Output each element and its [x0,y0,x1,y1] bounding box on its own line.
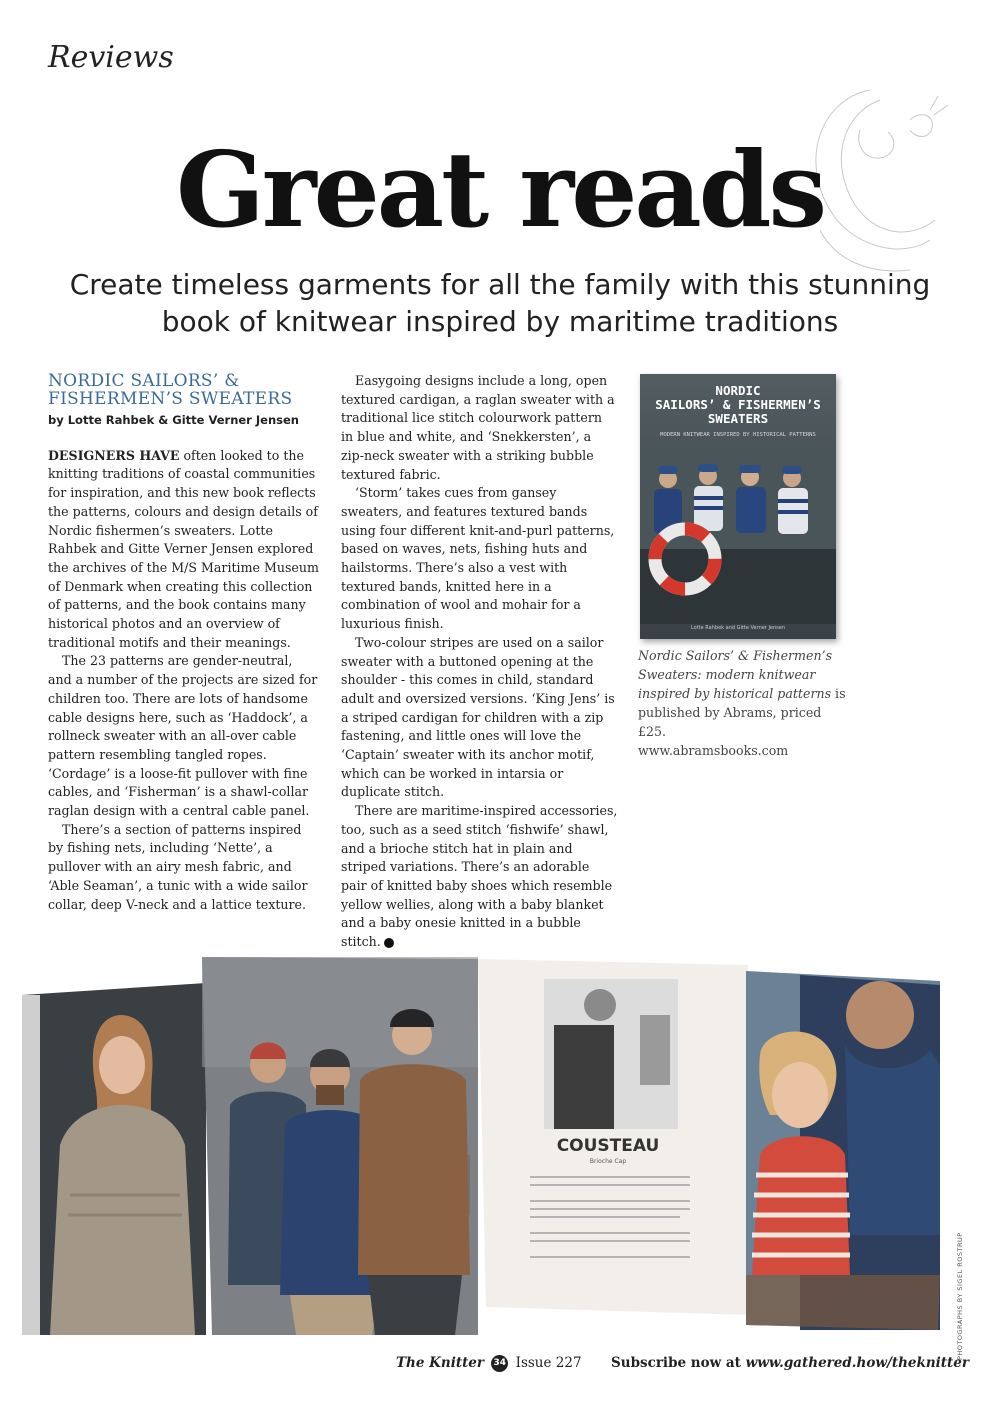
book-title-line2: FISHERMEN’S SWEATERS [48,389,293,409]
paragraph-7 [341,802,618,952]
magazine-name: The Knitter [396,1355,485,1371]
fishermen-photo [202,957,478,1335]
paragraph-6: Two-colour stripes are used on a sailor sweater with a buttoned opening at the shoulder - this comes in child, standard adult and oversized versions. ‘King Jens’ is a striped cardigan for children with a zip fastening, and little ones will love the ‘Captain’ sweater with its anchor motif, which can be worked in intarsia or duplicate stitch. [341,634,615,800]
cover-subtitle: MODERN KNITWEAR INSPIRED BY HISTORICAL PATTERNS [660,432,816,438]
subscribe-link[interactable]: www.gathered.how/theknitter [745,1355,969,1371]
footer-magazine-info [396,1355,582,1372]
book-title-line1: NORDIC SAILORS’ & [48,371,240,391]
paragraph-3: There’s a section of patterns inspired by fishing nets, including ‘Nette’, a pullover with an airy mesh fabric, and ‘Able Seaman’, a tunic with a wide sailor collar, deep V-neck and a lattice texture. [48,821,308,912]
cover-title [640,384,836,426]
caption-published: is published by Abrams, priced £25. [638,686,846,739]
paragraph-2: The 23 patterns are gender-neutral, and a number of the projects are sized for children too. There are lots of handsome cable designs here, such as ‘Haddock’, a rollneck sweater with an all-over cable pattern resembling tangled ropes. ‘Cordage’ is a loose-fit pullover with fine cables, and ‘Fisherman’ is a shawl-collar raglan design with a central cable panel. [48,653,318,819]
book-spread-photo [0,955,1000,1335]
section-label: Reviews [48,40,174,75]
headline: Great reads [175,128,825,251]
cover-title-line1: NORDIC [715,383,761,398]
father-child-photo [746,971,940,1330]
book-cover [640,374,836,639]
caption-website: www.abramsbooks.com [638,743,789,758]
cousteau-page [478,959,748,1315]
byline: by Lotte Rahbek & Gitte Verner Jensen [48,413,299,427]
standfirst: Create timeless garments for all the family with this stunning book of knitwear inspired by maritime traditions [69,268,931,338]
cover-caption [638,646,848,760]
subscribe-text: Subscribe now at [611,1355,741,1371]
paragraph-4: Easygoing designs include a long, open textured cardigan, a raglan sweater with a traditional lice stitch colourwork pattern in blue and white, and ‘Snekkersten’, a zip-neck sweater with a striking bubble textured fabric. [341,373,615,482]
lead-in: DESIGNERS HAVE [48,447,180,463]
cousteau-heading: COUSTEAU [556,1136,660,1156]
paragraph-7-text: There are maritime-inspired accessories, too, such as a seed stitch ‘fishwife’ shawl, and a brioche stitch hat in plain and striped variations. There’s an adorable pair of knitted baby shoes which resemble yellow wellies, along with a baby blanket and a baby onesie knitted in a bubble stitch. [341,803,618,950]
photo-credit: PHOTOGRAPHS BY SIGEL ROSTRUP [956,1232,964,1360]
cousteau-subheading: Brioche Cap [589,1158,627,1165]
article-column-2 [341,372,618,952]
paragraph-1-text: often looked to the knitting traditions of coastal communities for inspiration, and this new book reflects the patterns, colours and design details of Nordic fishermen’s sweaters. Lotte Rahbek and Gitte Verner Jensen explored the archives of the M/S Maritime Museum of Denmark when creating this collection of patterns, and the book contains many historical photos and an overview of traditional motifs and their meanings. [48,447,319,650]
woman-photo [22,983,206,1335]
footer-subscribe [611,1355,969,1371]
article-column-1 [48,372,320,914]
issue-number: Issue 227 [515,1355,582,1371]
end-mark-icon [384,938,394,948]
paragraph-5: ‘Storm’ takes cues from gansey sweaters, and features textured bands using four different knit-and-purl patterns, based on waves, nets, fishing huts and hailstorms. There’s also a vest with textured bands, knitted here in a combination of wool and mohair for a luxurious finish. [341,485,615,632]
cover-photo-fishermen [640,444,836,624]
page-number: 34 [491,1355,508,1372]
caption-book-title: Nordic Sailors’ & Fishermen’s Sweaters: modern knitwear inspired by historical patterns [638,648,833,701]
paragraph-1 [48,447,320,653]
cover-authors: Lotte Rahbek and Gitte Verner Jensen [690,625,786,631]
cover-title-line2: SAILORS’ & FISHERMEN’S [655,397,821,412]
cover-title-line3: SWEATERS [707,411,769,426]
